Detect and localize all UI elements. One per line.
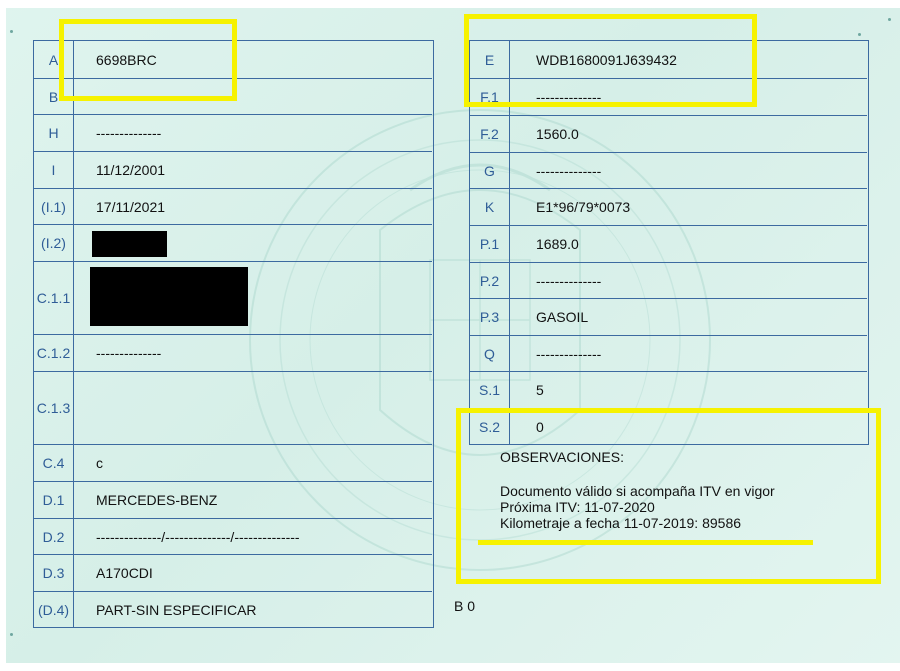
field-label: D.3 [34, 555, 74, 591]
field-value: -------------- [536, 162, 602, 179]
field-label: A [34, 41, 74, 78]
field-row-f2 [470, 115, 867, 152]
highlight-box-vin [464, 14, 757, 107]
field-label: P.1 [470, 226, 510, 262]
field-value: 5 [536, 382, 544, 398]
field-value: -------------- [536, 272, 602, 289]
redaction-box-c11 [90, 267, 248, 326]
field-label: D.2 [34, 519, 74, 554]
field-value: E1*96/79*0073 [536, 199, 631, 215]
field-label: H [34, 115, 74, 151]
print-dot [10, 633, 13, 636]
print-dot [888, 18, 891, 21]
field-value: PART-SIN ESPECIFICAR [96, 601, 257, 618]
highlight-box-plate [59, 19, 237, 101]
field-row-i1 [34, 188, 432, 224]
field-label: F.2 [470, 116, 510, 152]
field-row-h [34, 114, 432, 151]
field-value: -------------- [536, 345, 602, 362]
field-value: 6698BRC [96, 51, 157, 68]
field-label: C.1.3 [34, 372, 74, 444]
field-value: 0 [536, 418, 544, 435]
field-row-s1 [470, 371, 867, 408]
field-label: D.1 [34, 482, 74, 518]
print-dot [858, 33, 861, 36]
field-label: B [34, 79, 74, 114]
field-row-c12 [34, 334, 432, 371]
field-label: I [34, 152, 74, 188]
observaciones-line-1: Documento válido si acompaña ITV en vigor [500, 483, 775, 499]
scan-edge-top [0, 0, 900, 8]
field-label: (D.4) [34, 592, 74, 627]
field-row-p1 [470, 225, 867, 262]
field-value: -------------- [96, 345, 162, 361]
field-row-p2 [470, 262, 867, 298]
left-field-grid [33, 40, 434, 628]
observaciones-title: OBSERVACIONES: [500, 449, 624, 465]
field-value: -------------- [536, 89, 602, 105]
field-label: F.1 [470, 79, 510, 115]
field-label: (I.1) [34, 189, 74, 224]
field-row-k [470, 188, 867, 225]
field-label: C.1.1 [34, 262, 74, 334]
field-value: MERCEDES-BENZ [96, 492, 218, 508]
field-label: Q [470, 336, 510, 371]
field-row-d3 [34, 554, 432, 591]
field-label: P.3 [470, 299, 510, 335]
field-label: K [470, 189, 510, 225]
highlight-box-observaciones [456, 408, 881, 584]
highlight-underline [478, 540, 813, 545]
footer-code: B 0 [454, 598, 476, 614]
field-row-d1 [34, 481, 432, 518]
field-value: WDB1680091J639432 [536, 51, 677, 68]
field-label: S.2 [470, 409, 510, 444]
field-value: -------------- [96, 125, 162, 141]
field-row-p3 [470, 298, 867, 335]
field-label: S.1 [470, 372, 510, 408]
field-label: (I.2) [34, 225, 74, 261]
field-label: C.1.2 [34, 335, 74, 371]
field-row-d4 [34, 591, 432, 627]
field-label: G [470, 153, 510, 188]
observaciones-line-3: Kilometraje a fecha 11-07-2019: 89586 [500, 515, 742, 531]
field-value: GASOIL [536, 309, 589, 325]
field-row-c13 [34, 371, 432, 444]
observaciones-line-2: Próxima ITV: 11-07-2020 [500, 499, 655, 515]
field-row-d2 [34, 518, 432, 554]
field-value: 17/11/2021 [96, 198, 166, 215]
field-value: 11/12/2001 [96, 162, 166, 178]
field-value: 1689.0 [536, 236, 579, 252]
field-label: C.4 [34, 445, 74, 481]
field-row-i [34, 151, 432, 188]
field-row-c4 [34, 444, 432, 481]
field-row-q [470, 335, 867, 371]
field-row-g [470, 152, 867, 188]
field-value: 1560.0 [536, 126, 579, 142]
redaction-box-i2 [92, 231, 167, 257]
field-label: E [470, 41, 510, 78]
print-dot [10, 30, 13, 33]
scan-edge-left [0, 0, 6, 671]
field-label: P.2 [470, 263, 510, 298]
scan-edge-bottom [0, 663, 900, 671]
field-value: --------------/--------------/-------------- [96, 528, 300, 545]
field-value: c [96, 455, 103, 471]
field-value: A170CDI [96, 565, 153, 581]
